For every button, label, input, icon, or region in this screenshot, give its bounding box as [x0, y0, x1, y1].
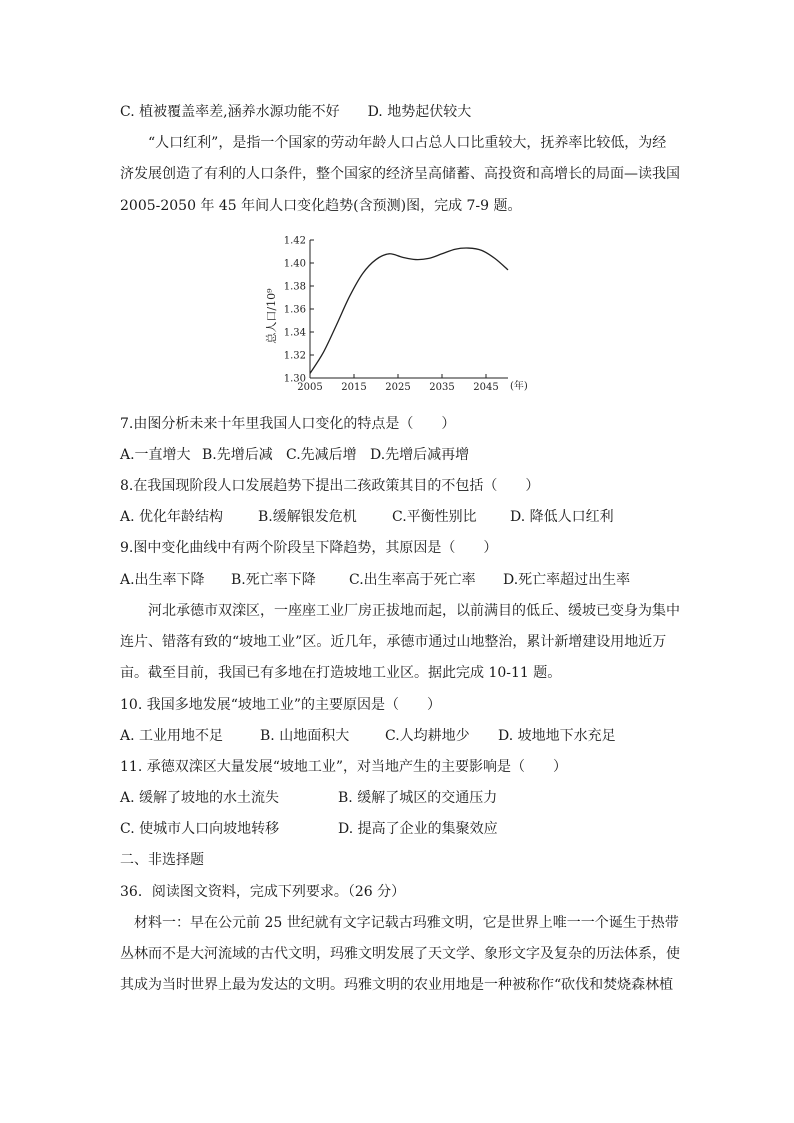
y-tick-label: 1.34	[283, 327, 306, 339]
q36-stem: 36．阅读图文资料，完成下列要求。（26 分）	[120, 884, 406, 900]
material-1-line-3: 其成为当时世界上最为发达的文明。玛雅文明的农业用地是一种被称作“砍伐和焚烧森林植	[120, 977, 674, 993]
q7-option-d[interactable]: D.先增后减再增	[370, 447, 470, 463]
q11-options-ab	[120, 788, 497, 808]
passage-1-line-2: 济发展创造了有利的人口条件，整个国家的经济呈高储蓄、高投资和高增长的局面—读我国	[120, 166, 680, 182]
q7-option-a[interactable]: A.一直增大	[120, 447, 191, 463]
passage-2-line-3: 亩。截至目前，我国已有多地在打造坡地工业区。据此完成 10-11 题。	[120, 665, 562, 681]
q9-stem: 9.图中变化曲线中有两个阶段呈下降趋势，其原因是（ ）	[120, 540, 498, 556]
y-tick-label: 1.40	[283, 258, 306, 270]
q7-stem: 7.由图分析未来十年里我国人口变化的特点是（ ）	[120, 416, 456, 432]
x-tick-label: 2035	[429, 382, 455, 392]
population-series-line	[310, 248, 508, 373]
q11-option-b[interactable]: B. 缓解了城区的交通压力	[338, 790, 498, 806]
q8-stem: 8.在我国现阶段人口发展趋势下提出二孩政策其目的不包括（ ）	[120, 478, 540, 494]
material-1-line-2: 丛林而不是大河流域的古代文明，玛雅文明发展了天文学、象形文字及复杂的历法体系，使	[120, 946, 680, 962]
passage-2-line-2: 连片、错落有致的“坡地工业”区。近几年，承德市通过山地整治，累计新增建设用地近万	[120, 634, 667, 650]
y-axis-label: 总人口/10⁹	[265, 288, 278, 344]
material-1-line-1: 材料一：早在公元前 25 世纪就有文字记载古玛雅文明，它是世界上唯一一个诞生于热带	[134, 915, 679, 931]
q11-stem: 11. 承德双滦区大量发展“坡地工业”，对当地产生的主要影响是（ ）	[120, 759, 568, 775]
x-axis-unit: (年)	[510, 381, 528, 392]
q11-option-a[interactable]: A. 缓解了坡地的水土流失	[120, 790, 280, 806]
passage-2-line-1: 河北承德市双滦区，一座座工业厂房正拔地而起，以前满目的低丘、缓坡已变身为集中	[148, 603, 680, 619]
q8-option-d[interactable]: D. 降低人口红利	[510, 509, 614, 525]
x-tick-label: 2005	[297, 382, 323, 392]
population-trend-chart	[262, 232, 532, 392]
q10-options	[120, 726, 616, 746]
q8-option-c[interactable]: C.平衡性别比	[392, 509, 477, 525]
q9-option-b[interactable]: B.死亡率下降	[231, 572, 316, 588]
q9-options	[120, 570, 630, 590]
q11-options-cd	[120, 819, 498, 839]
passage-1-line-3: 2005-2050 年 45 年间人口变化趋势(含预测)图，完成 7-9 题。	[120, 198, 522, 214]
q10-option-c[interactable]: C.人均耕地少	[385, 728, 470, 744]
q9-option-d[interactable]: D.死亡率超过出生率	[503, 572, 631, 588]
y-tick-label: 1.32	[283, 350, 306, 362]
y-tick-label: 1.38	[283, 281, 306, 293]
y-tick-label: 1.42	[283, 235, 306, 247]
x-tick-label: 2025	[385, 382, 411, 392]
y-tick-label: 1.30	[283, 373, 306, 385]
q11-option-d[interactable]: D. 提高了企业的集聚效应	[338, 821, 498, 837]
q10-option-a[interactable]: A. 工业用地不足	[120, 728, 224, 744]
q8-option-b[interactable]: B.缓解银发危机	[258, 509, 357, 525]
passage-1-line-1: “人口红利”，是指一个国家的劳动年龄人口占总人口比重较大，抚养率比较低，为经	[148, 135, 667, 151]
q10-option-b[interactable]: B. 山地面积大	[260, 728, 350, 744]
q10-option-d[interactable]: D. 坡地地下水充足	[498, 728, 616, 744]
y-tick-label: 1.36	[283, 304, 306, 316]
section-heading: 二、非选择题	[120, 852, 204, 868]
q9-option-a[interactable]: A.出生率下降	[120, 572, 205, 588]
q7-options	[120, 445, 469, 465]
q8-option-a[interactable]: A. 优化年龄结构	[120, 509, 224, 525]
q11-option-c[interactable]: C. 使城市人口向坡地转移	[120, 821, 280, 837]
q7-option-c[interactable]: C.先减后增	[286, 447, 357, 463]
x-tick-label: 2015	[341, 382, 367, 392]
q8-options	[120, 507, 614, 527]
q6-option-cd: C. 植被覆盖率差,涵养水源功能不好 D. 地势起伏较大	[120, 104, 472, 120]
q9-option-c[interactable]: C.出生率高于死亡率	[349, 572, 476, 588]
q7-option-b[interactable]: B.先增后减	[202, 447, 273, 463]
q10-stem: 10. 我国多地发展“坡地工业”的主要原因是（ ）	[120, 697, 442, 713]
x-tick-label: 2045	[473, 382, 499, 392]
